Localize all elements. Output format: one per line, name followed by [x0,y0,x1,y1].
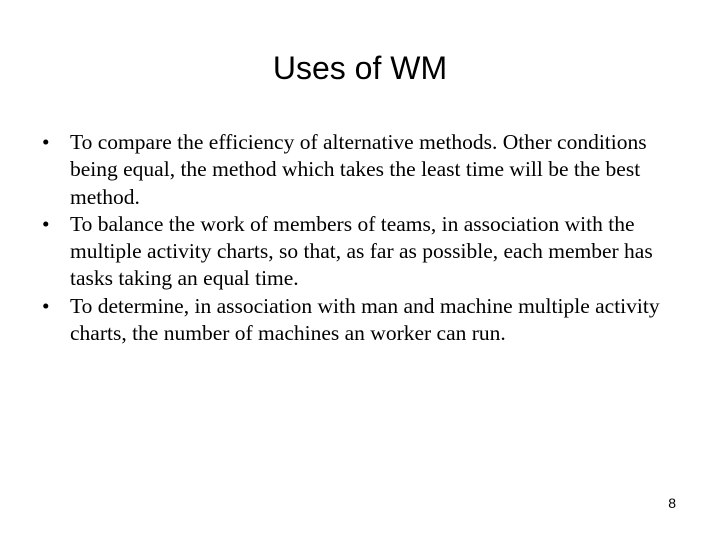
bullet-item [42,293,682,348]
bullet-text: To compare the efficiency of alternative methods. Other conditions being equal, the method which takes the least time will be the best method. [70,130,647,209]
bullet-dot-icon: • [42,130,50,154]
bullet-text: To determine, in association with man and machine multiple activity charts, the number of machines an worker can run. [70,293,660,346]
bullet-item [42,129,682,211]
bullet-text: To balance the work of members of teams, in association with the multiple activity charts, so that, as far as possible, each member has tasks taking an equal time. [70,211,653,291]
slide-number: 8 [668,495,676,511]
bullet-dot-icon: • [42,293,50,318]
bullet-dot-icon: • [42,211,50,236]
slide-title: Uses of WM [272,50,448,86]
bullet-list [42,129,682,347]
bullet-item [42,211,682,293]
